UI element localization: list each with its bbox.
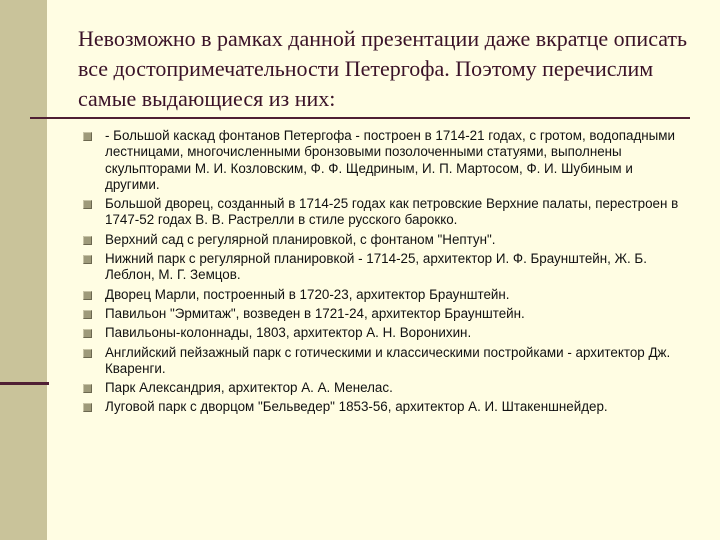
square-bullet-icon [83, 236, 92, 245]
list-item [80, 287, 690, 303]
list-item [80, 306, 690, 322]
square-bullet-icon [83, 384, 92, 393]
square-bullet-icon [83, 349, 92, 358]
list-item-text: - Большой каскад фонтанов Петергофа - построен в 1714-21 годах, с гротом, водопадными лестницами, многочисленными бронзовыми позолоченными статуями, выполнены скульпторами М. И. Козловским, Ф. Ф. Щедриным, И. П. Мартосом, Ф. И. Шубиным и другими. [105, 128, 675, 192]
list-item [80, 399, 690, 415]
list-item [80, 128, 690, 193]
band-accent-line [0, 382, 49, 385]
square-bullet-icon [83, 310, 92, 319]
list-item-text: Верхний сад с регулярной планировкой, с фонтаном "Нептун". [105, 231, 496, 247]
square-bullet-icon [83, 329, 92, 338]
list-item-text: Парк Александрия, архитектор А. А. Менелас. [105, 380, 393, 396]
slide-title: Невозможно в рамках данной презентации даже вкратце описать все достопримечательности Петергофа. Поэтому перечислим самые выдающиеся из них: [78, 26, 688, 111]
square-bullet-icon [83, 291, 92, 300]
list-item-text: Павильон "Эрмитаж", возведен в 1721-24, архитектор Браунштейн. [105, 305, 525, 321]
square-bullet-icon [83, 403, 92, 412]
left-decorative-band [0, 0, 47, 540]
square-bullet-icon [83, 255, 92, 264]
list-item-text: Дворец Марли, построенный в 1720-23, архитектор Браунштейн. [105, 286, 510, 302]
list-item-text: Павильоны-колоннады, 1803, архитектор А. Н. Воронихин. [105, 325, 472, 341]
list-item [80, 345, 690, 378]
bullet-list [80, 128, 690, 419]
square-bullet-icon [83, 132, 92, 141]
title-divider [30, 117, 690, 119]
list-item-text: Нижний парк с регулярной планировкой - 1714-25, архитектор И. Ф. Браунштейн, Ж. Б. Леблон, М. Г. Земцов. [105, 251, 647, 283]
list-item [80, 251, 690, 284]
square-bullet-icon [83, 200, 92, 209]
list-item [80, 196, 690, 229]
list-item [80, 325, 690, 341]
list-item-text: Луговой парк с дворцом "Бельведер" 1853-56, архитектор А. И. Штакеншнейдер. [105, 399, 608, 415]
list-item [80, 380, 690, 396]
list-item-text: Большой дворец, созданный в 1714-25 годах как петровские Верхние палаты, перестроен в 1747-52 годах В. В. Растрелли в стиле русского барокко. [105, 196, 679, 228]
list-item-text: Английский пейзажный парк с готическими и классическими постройками - архитектор Дж. Кваренги. [105, 344, 671, 376]
list-item [80, 232, 690, 248]
